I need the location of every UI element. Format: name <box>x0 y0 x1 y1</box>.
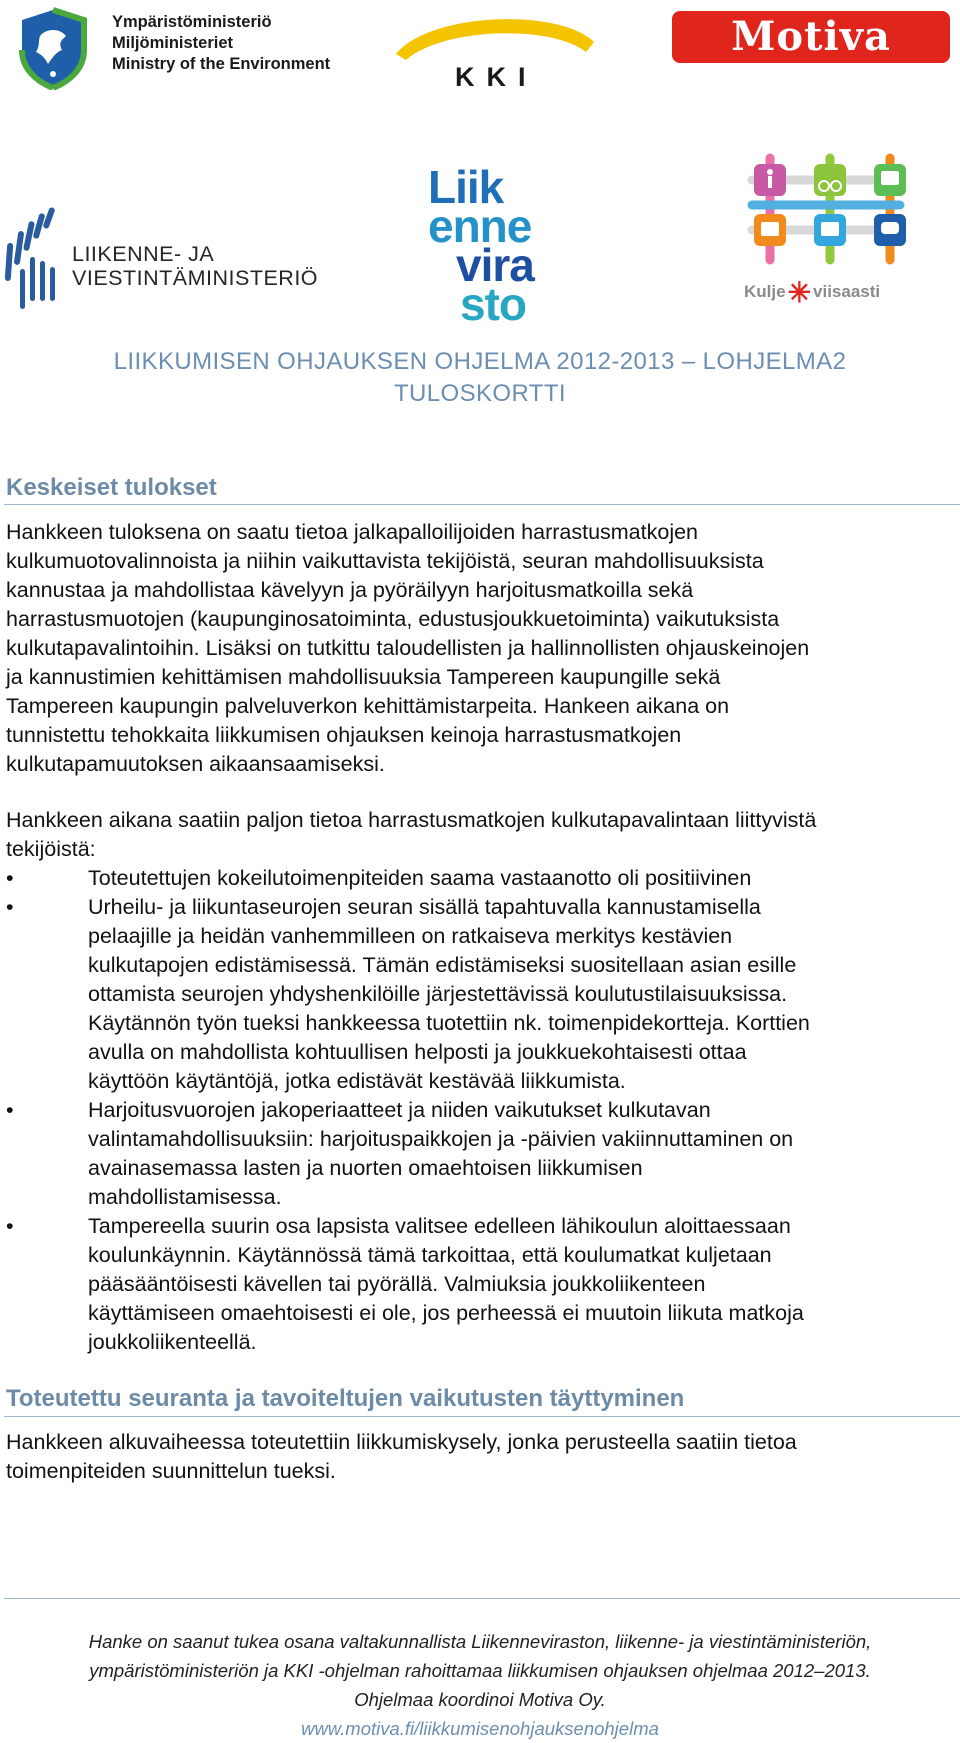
section-divider <box>4 1416 960 1417</box>
liikennevirasto-logo <box>428 161 534 330</box>
text-line: kulkutapamuutoksen aikaansaamiseksi. <box>6 752 385 776</box>
bullet-icon: • <box>6 1214 14 1238</box>
text-line: tunnistettu tehokkaita liikkumisen ohjauksen keinoja harrastusmatkojen <box>6 723 682 747</box>
footer-line-2: ympäristöministeriön ja KKI -ohjelman rahoittamaa liikkumisen ohjauksen ohjelmaa 2012–2013. <box>89 1660 871 1681</box>
text-line: Tampereen kaupungin palveluverkon kehittämistarpeita. Hankeen aikana on <box>6 694 730 718</box>
text-line: kulkutapavalintoihin. Lisäksi on tutkittu taloudellisten ja hallinnollisten ohjauskeinojen <box>6 636 810 660</box>
kulje-viisaasti-network-icon <box>740 150 920 268</box>
bullet-icon: • <box>6 866 14 890</box>
text-line: Harjoitusvuorojen jakoperiaatteet ja niiden vaikutukset kulkutavan <box>88 1098 711 1122</box>
bullet-item <box>6 864 956 893</box>
text-line: kulkumuotovalinnoista ja niihin vaikuttavista tekijöistä, seuran mahdollisuuksista <box>6 549 764 573</box>
text-line: valintamahdollisuuksiin: harjoituspaikkojen ja -päivien vakiinnuttaminen on <box>88 1127 794 1151</box>
text-line: Hankkeen aikana saatiin paljon tietoa harrastusmatkojen kulkutapavalintaan liittyvistä <box>6 808 817 832</box>
kki-arc-icon <box>390 2 600 62</box>
document-title-line-2: TULOSKORTTI <box>394 380 566 407</box>
bullet-item <box>6 1212 956 1357</box>
lvm-logo-text <box>72 242 318 290</box>
liikennevirasto-line-4: sto <box>460 278 526 330</box>
text-line: avainasemassa lasten ja nuorten omaehtoisen liikkumisen <box>88 1156 643 1180</box>
text-line: käyttämiseen omaehtoisesti ei ole, jos perheessä ei muutoin liikuta matkoja <box>88 1301 804 1325</box>
bullet-item <box>6 1096 956 1212</box>
text-line: kannustaa ja mahdollistaa kävelyyn ja pyöräilyyn harjoitusmatkoilla sekä <box>6 578 694 602</box>
liikennevirasto-line-2: enne <box>428 200 532 252</box>
text-line: koulunkäynnin. Käytännössä tämä tarkoittaa, että koulumatkat kuljetaan <box>88 1243 772 1267</box>
text-line: Käytännön työn tueksi hankkeessa tuotettiin nk. toimenpidekortteja. Korttien <box>88 1011 810 1035</box>
text-line: toimenpiteiden suunnittelun tueksi. <box>6 1459 336 1483</box>
text-line: joukkoliikenteellä. <box>88 1330 257 1354</box>
document-title <box>0 346 960 410</box>
bullet-text <box>88 1212 804 1357</box>
ym-line-fi: Ympäristöministeriö <box>112 13 272 31</box>
text-line: Tampereella suurin osa lapsista valitsee edelleen lähikoulun aloittaessaan <box>88 1214 791 1238</box>
text-line: Hankkeen alkuvaiheessa toteutettiin liikkumiskysely, jonka perusteella saatiin tietoa <box>6 1430 797 1454</box>
text-line: Urheilu- ja liikuntaseurojen seuran sisällä tapahtuvalla kannustamisella <box>88 895 761 919</box>
liikennevirasto-line-3: vira <box>456 239 534 291</box>
text-line: mahdollistamisessa. <box>88 1185 282 1209</box>
ym-line-sv: Miljöministeriet <box>112 34 234 52</box>
section-heading-seuranta: Toteutettu seuranta ja tavoiteltujen vaikutusten täyttyminen <box>6 1385 685 1412</box>
section1-paragraph-1 <box>6 518 956 779</box>
text-line: pääsääntöisesti kävellen tai pyörällä. Valmiuksia joukkoliikenteen <box>88 1272 706 1296</box>
section2-paragraph <box>6 1428 956 1486</box>
lvm-emblem-icon <box>2 205 64 315</box>
kulje-viisaasti-logo-text <box>744 276 880 309</box>
kulje-text: Kulje <box>744 282 786 301</box>
text-line: käyttöön käytäntöjä, jotka edistävät kestävää liikkumista. <box>88 1069 626 1093</box>
footer-line-1: Hanke on saanut tukea osana valtakunnallista Liikenneviraston, liikenne- ja viestintäministeriön, <box>88 1631 872 1652</box>
text-line: harrastusmuotojen (kaupunginosatoiminta, edustusjoukkuetoiminta) vaikutuksista <box>6 607 780 631</box>
section1-paragraph-2 <box>6 806 956 1357</box>
document-title-line-1: LIIKKUMISEN OHJAUKSEN OHJELMA 2012-2013 – LOHJELMA2 <box>113 348 847 375</box>
footer-divider <box>4 1598 960 1599</box>
bullet-icon: • <box>6 895 14 919</box>
kki-logo-text: KKI <box>455 62 538 92</box>
text-line: Hankkeen tuloksena on saatu tietoa jalkapalloilijoiden harrastusmatkojen <box>6 520 699 544</box>
section-divider <box>4 504 960 505</box>
section-heading-keskeiset-tulokset: Keskeiset tulokset <box>6 474 217 501</box>
text-line: avulla on mahdollista kohtuullisen helposti ja joukkuekohtaisesti ottaa <box>88 1040 747 1064</box>
bullet-item <box>6 893 956 1096</box>
bullet-text <box>88 1096 793 1212</box>
text-line: tekijöistä: <box>6 837 96 861</box>
ym-line-en: Ministry of the Environment <box>112 55 331 73</box>
kulje-star-icon: ✳ <box>787 277 812 308</box>
motiva-logo-text: Motiva <box>731 13 891 60</box>
text-line: ja kannustimien kehittämisen mahdollisuuksia Tampereen kaupungille sekä <box>6 665 721 689</box>
text-line: kulkutapojen edistämisessä. Tämän edistämiseksi suositellaan asian esille <box>88 953 797 977</box>
text-line: Toteutettujen kokeilutoimenpiteiden saama vastaanotto oli positiivinen <box>88 866 752 890</box>
ymparistoministerio-emblem-icon <box>12 6 94 90</box>
liikennevirasto-line-1: Liik <box>428 161 504 213</box>
footer-line-3: Ohjelmaa koordinoi Motiva Oy. <box>354 1689 606 1710</box>
lvm-line-2: VIESTINTÄMINISTERIÖ <box>72 266 319 290</box>
footer-url-link[interactable]: www.motiva.fi/liikkumisenohjauksenohjelma <box>301 1718 659 1739</box>
bullet-text <box>88 864 751 893</box>
viisaasti-text: viisaasti <box>813 282 881 301</box>
bullet-icon: • <box>6 1098 14 1122</box>
text-line: pelaajille ja heidän vanhemmilleen on ratkaiseva merkitys kestävien <box>88 924 733 948</box>
bullet-text <box>88 893 810 1096</box>
footer <box>0 1627 960 1743</box>
ymparistoministerio-logo-text <box>112 12 330 75</box>
text-line: ottamista seurojen yhdyshenkilöille järjestettävissä koulutustilaisuuksissa. <box>88 982 788 1006</box>
lvm-line-1: LIIKENNE- JA <box>72 242 215 266</box>
